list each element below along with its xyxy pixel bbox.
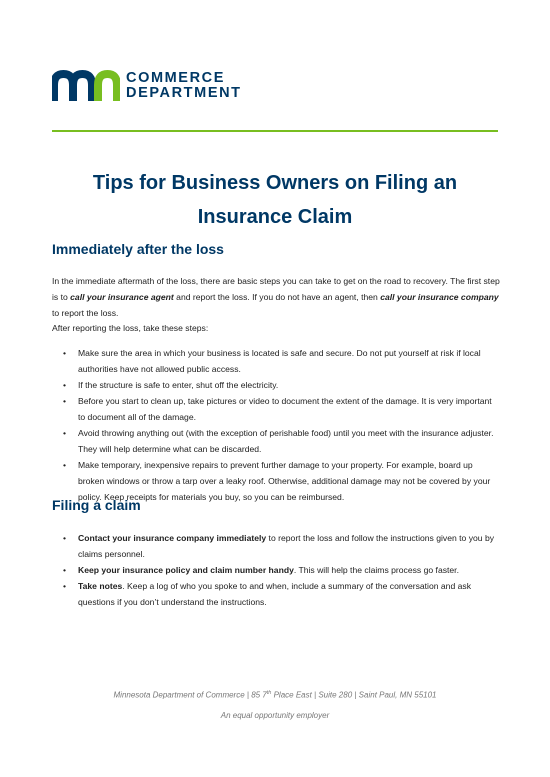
list-item: [52, 578, 498, 610]
list-item-bold: Keep your insurance policy and claim number handy: [78, 565, 294, 575]
loss-steps-list: [52, 345, 498, 505]
logo-line-department: DEPARTMENT: [126, 85, 242, 101]
claim-steps-list: [52, 530, 498, 610]
list-item: [52, 345, 498, 377]
list-item: [52, 530, 498, 562]
list-item: [52, 562, 498, 578]
intro-text-a: In the immediate aftermath of the loss, there are basic steps you can take to get on the road to recovery. The first step is to: [52, 276, 500, 302]
list-item-bold: Take notes: [78, 581, 123, 591]
list-item-text: Before you start to clean up, take pictures or video to document the extent of the damage. It is very important to document all of the damage.: [78, 396, 492, 422]
list-item: [52, 393, 498, 425]
intro-paragraph: [52, 273, 502, 321]
footer-address-sup: th: [266, 690, 272, 696]
list-item-bold: Contact your insurance company immediately: [78, 533, 267, 543]
list-item-text: If the structure is safe to enter, shut off the electricity.: [78, 380, 279, 390]
bullet-icon: •: [63, 581, 67, 591]
bullet-icon: •: [63, 380, 67, 390]
header-divider: [52, 130, 498, 132]
list-item-text: Make sure the area in which your business is located is safe and secure. Do not put yourself at risk if local authorities have not allowed public access.: [78, 348, 481, 374]
bullet-icon: •: [63, 460, 67, 470]
list-item-text: to report the loss and follow the instructions given to you by claims personnel.: [78, 533, 495, 559]
page-title: Tips for Business Owners on Filing an Insurance Claim: [92, 172, 458, 228]
commerce-logo: [52, 70, 242, 102]
bullet-icon: •: [63, 348, 67, 358]
bullet-icon: •: [63, 428, 67, 438]
list-item-text: Avoid throwing anything out (with the exception of perishable food) until you meet with the insurance adjuster. They will help determine what can be discarded.: [78, 428, 494, 454]
footer-address: [52, 690, 498, 700]
bullet-icon: •: [63, 533, 67, 543]
list-item-text: . This will help the claims process go faster.: [293, 565, 459, 575]
list-item-text: . Keep a log of who you spoke to and when, include a summary of the conversation and ask questions if you don’t understand the instructions.: [78, 581, 472, 607]
list-item: [52, 425, 498, 457]
bullet-icon: •: [63, 396, 67, 406]
footer-address-a: Minnesota Department of Commerce | 85 7: [113, 690, 267, 700]
after-reporting-text: After reporting the loss, take these steps:: [52, 323, 209, 333]
section-heading-claim: Filing a claim: [52, 497, 141, 513]
list-item: [52, 377, 498, 393]
intro-text-c: to report the loss.: [52, 308, 119, 318]
list-item-text: Make temporary, inexpensive repairs to prevent further damage to your property. For example, board up broken windows or throw a tarp over a leaky roof. Otherwise, additional damage may not be covered by your policy. Keep receipts for materials you buy, so you can be reimbursed.: [78, 460, 491, 502]
intro-emphasis-company: call your insurance company: [380, 292, 499, 302]
bullet-icon: •: [63, 565, 67, 575]
intro-text-b: and report the loss. If you do not have an agent, then: [173, 292, 381, 302]
footer-employer: An equal opportunity employer: [220, 711, 330, 720]
intro-emphasis-agent: call your insurance agent: [70, 292, 174, 302]
section-heading-loss: Immediately after the loss: [52, 241, 224, 257]
footer-address-b: Place East | Suite 280 | Saint Paul, MN 55101: [271, 690, 437, 700]
logo-wordmark: [126, 71, 242, 101]
mn-mark-icon: [52, 70, 120, 102]
logo-line-commerce: COMMERCE: [126, 70, 225, 86]
